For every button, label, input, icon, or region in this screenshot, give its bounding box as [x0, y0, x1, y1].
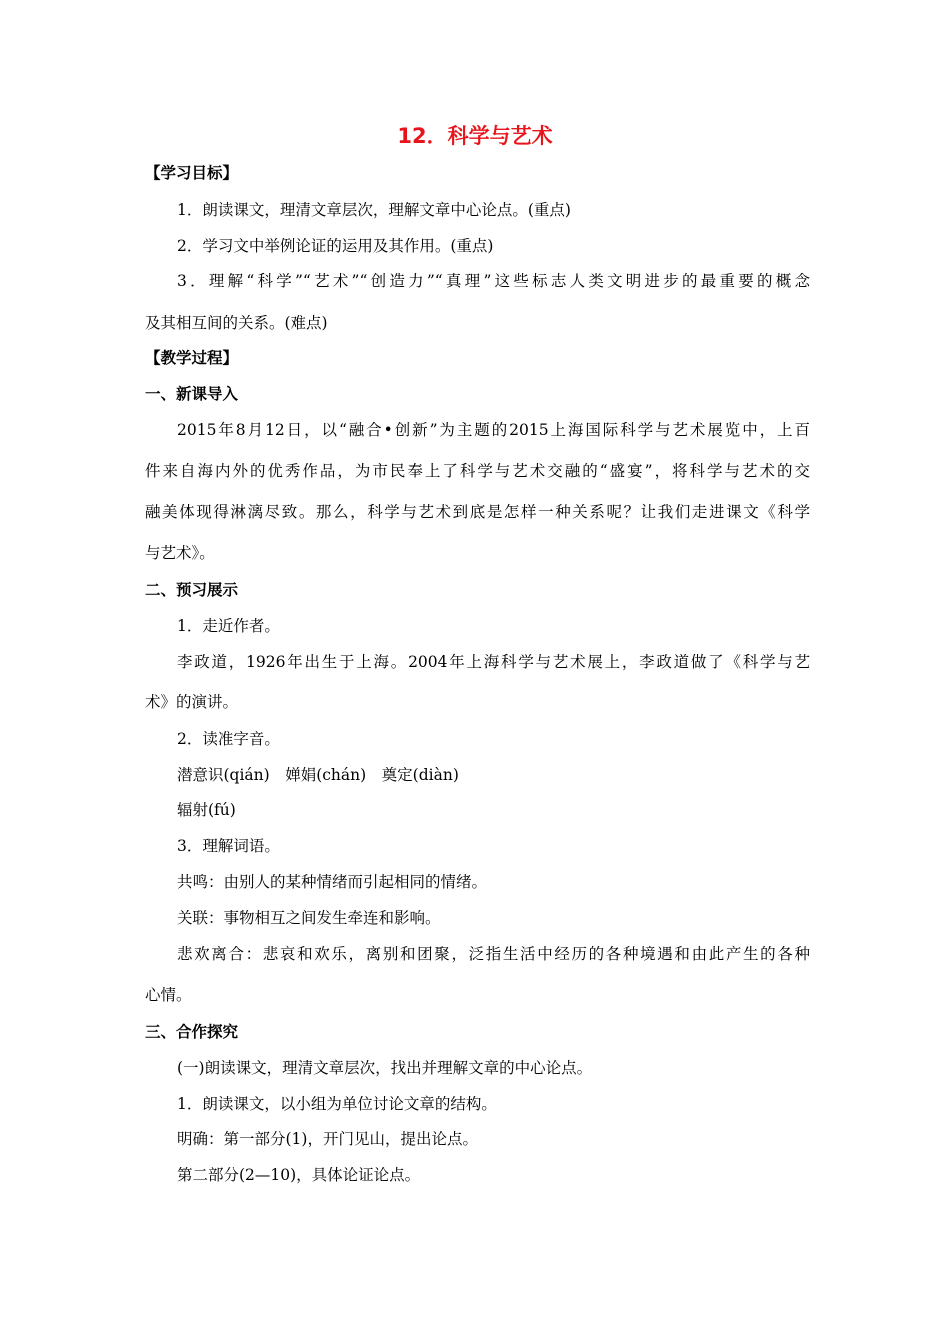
word-definition: 关联：事物相互之间发生牵连和影响。 [177, 909, 441, 927]
inquiry-line: 第二部分(2—10)，具体论证论点。 [177, 1166, 421, 1184]
objective-item: 2．学习文中举例论证的运用及其作用。(重点) [177, 237, 494, 255]
section-heading: 一、新课导入 [145, 385, 239, 403]
intro-paragraph-line: 融美体现得淋漓尽致。那么，科学与艺术到底是怎样一种关系呢？让我们走进课文《科学 [145, 503, 810, 521]
inquiry-line: 明确：第一部分(1)，开门见山，提出论点。 [177, 1130, 478, 1148]
author-paragraph-line: 李政道，1926年出生于上海。2004年上海科学与艺术展上，李政道做了《科学与艺 [177, 653, 810, 671]
preview-item: 3．理解词语。 [177, 837, 280, 855]
word-definition: 共鸣：由别人的某种情绪而引起相同的情绪。 [177, 873, 488, 891]
objective-item-continued: 及其相互间的关系。(难点) [145, 314, 328, 332]
page-title: 12．科学与艺术 [397, 124, 553, 148]
inquiry-line: 1．朗读课文，以小组为单位讨论文章的结构。 [177, 1095, 497, 1113]
intro-paragraph-line: 2015年8月12日，以“融合•创新”为主题的2015上海国际科学与艺术展览中，上百 [177, 421, 810, 439]
objective-item: 1．朗读课文，理清文章层次，理解文章中心论点。(重点) [177, 201, 571, 219]
word-definition-continued: 心情。 [145, 986, 192, 1004]
section-heading: 三、合作探究 [145, 1023, 239, 1041]
preview-item: 2．读准字音。 [177, 730, 280, 748]
word-definition: 悲欢离合：悲哀和欢乐，离别和团聚，泛指生活中经历的各种境遇和由此产生的各种 [177, 945, 810, 963]
objectives-heading: 【学习目标】 [145, 164, 239, 182]
intro-paragraph-line: 与艺术》。 [145, 544, 215, 562]
objective-item: 3．理解“科学”“艺术”“创造力”“真理”这些标志人类文明进步的最重要的概念 [177, 272, 810, 290]
section-heading: 二、预习展示 [145, 581, 239, 599]
preview-item: 1．走近作者。 [177, 617, 280, 635]
author-paragraph-line: 术》的演讲。 [145, 693, 239, 711]
inquiry-line: (一)朗读课文，理清文章层次，找出并理解文章的中心论点。 [177, 1059, 593, 1077]
pronunciation-line: 辐射(fú) [177, 801, 236, 819]
process-heading: 【教学过程】 [145, 349, 239, 367]
intro-paragraph-line: 件来自海内外的优秀作品，为市民奉上了科学与艺术交融的“盛宴”，将科学与艺术的交 [145, 462, 810, 480]
pronunciation-line: 潜意识(qián) 婵娟(chán) 奠定(diàn) [177, 766, 459, 784]
